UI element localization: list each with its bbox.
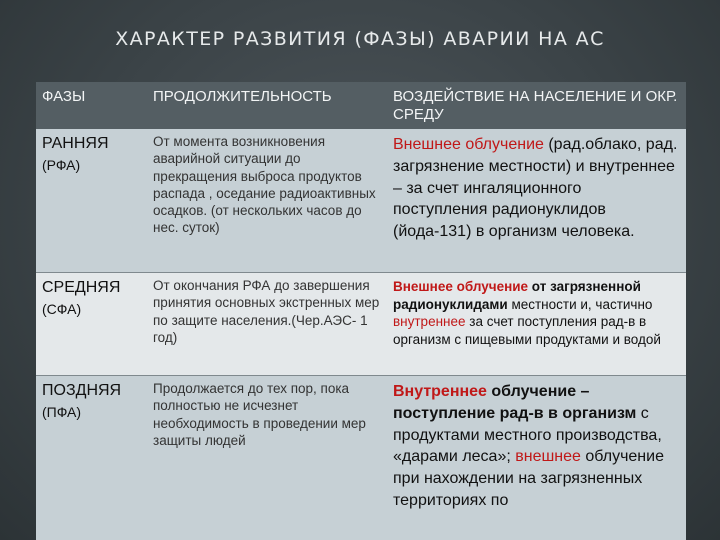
impact-highlight-2: внешнее <box>515 448 581 466</box>
impact-text-2: за счет поступления рад-в в организм с пищевыми продуктами и водой <box>393 314 661 347</box>
impact-early <box>387 129 686 272</box>
impact-text: с продуктами местного производства, «дарами леса»; <box>393 404 662 466</box>
impact-text: местности и, частично <box>507 296 653 312</box>
slide-title: ХАРАКТЕР РАЗВИТИЯ (ФАЗЫ) АВАРИИ НА АС <box>115 28 605 50</box>
phase-middle <box>36 272 147 375</box>
phase-name: СРЕДНЯЯ <box>42 279 121 296</box>
duration-middle: От окончания РФА до завершения принятия основных экстренных мер по защите населения.(Чер.АЭС- 1 год) <box>147 272 387 375</box>
duration-early: От момента возникновения аварийной ситуации до прекращения выброса продуктов распада , оседание радиоактивных осадков. (от нескольких часов до нес. суток) <box>147 129 387 272</box>
header-duration: ПРОДОЛЖИТЕЛЬНОСТЬ <box>147 82 387 129</box>
impact-late <box>387 375 686 540</box>
header-impact: ВОЗДЕЙСТВИЕ НА НАСЕЛЕНИЕ И ОКР. СРЕДУ <box>387 82 686 129</box>
phases-table <box>36 82 686 540</box>
phase-abbr: (ПФА) <box>42 403 82 420</box>
impact-text-2: облучение при нахождении на загрязненных территориях по <box>393 448 664 509</box>
impact-text-bold: облучение – поступление рад-в в организм <box>393 383 637 422</box>
impact-highlight: Внутреннее <box>393 383 487 400</box>
header-phases: ФАЗЫ <box>36 82 147 129</box>
phase-name: РАННЯЯ <box>42 135 109 152</box>
impact-text-bold: от загрязненной радионуклидами <box>393 279 641 312</box>
impact-middle <box>387 272 686 375</box>
phase-name: ПОЗДНЯЯ <box>42 382 122 399</box>
impact-highlight-2: внутреннее <box>393 314 466 330</box>
impact-highlight: Внешнее облучение <box>393 279 529 294</box>
impact-highlight: Внешнее облучение <box>393 136 544 153</box>
duration-late: Продолжается до тех пор, пока полностью не исчезнет необходимость в проведении мер защиты людей <box>147 375 387 540</box>
impact-text: (рад.облако, рад. загрязнение местности) и внутреннее – за счет ингаляционного поступления радионуклидов (йода-131) в организм человека. <box>393 136 678 240</box>
phase-late <box>36 375 147 540</box>
phase-abbr: (СФА) <box>42 300 82 317</box>
phase-early <box>36 129 147 272</box>
phase-abbr: (РФА) <box>42 156 81 173</box>
